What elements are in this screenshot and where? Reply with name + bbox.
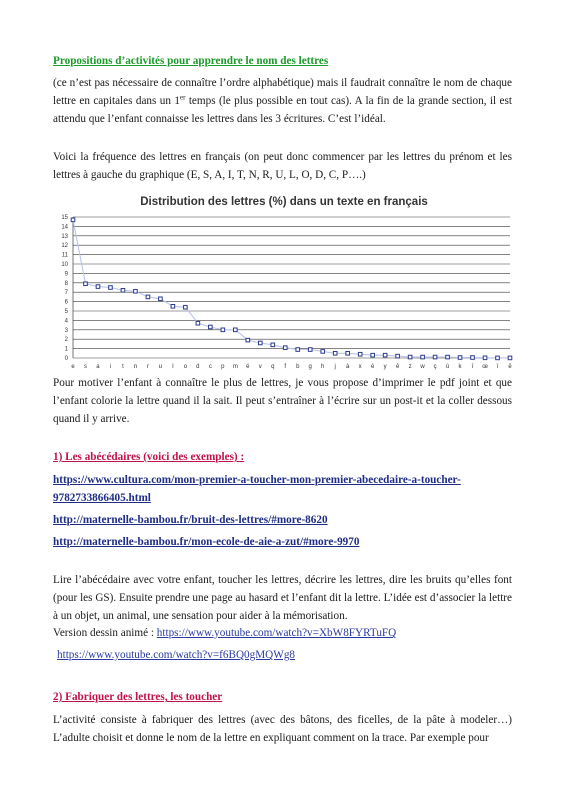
y-tick-0: 0 xyxy=(64,356,68,362)
x-tick-è: è xyxy=(370,364,375,370)
y-tick-10: 10 xyxy=(61,262,68,268)
x-tick-u: u xyxy=(158,364,163,370)
point-ï xyxy=(496,356,500,360)
y-tick-15: 15 xyxy=(61,215,68,221)
x-tick-é: é xyxy=(246,364,250,370)
x-tick-i: i xyxy=(109,364,112,370)
video-line: Version dessin animé : https://www.youtube.com/watch?v=XbW8FYRTuFQ xyxy=(53,627,397,639)
bruit-des-lettres-link[interactable]: http://maternelle-bambou.fr/bruit-des-lettres/#more-8620 xyxy=(53,514,328,526)
point-u xyxy=(159,297,163,301)
point-s xyxy=(84,282,88,286)
x-tick-b: b xyxy=(296,364,300,370)
point-n xyxy=(134,289,138,293)
point-e xyxy=(71,218,75,222)
x-tick-x: x xyxy=(358,364,362,370)
y-tick-9: 9 xyxy=(64,271,68,278)
x-tick-c: c xyxy=(208,364,212,370)
cultura-link[interactable]: https://www.cultura.com/mon-premier-a-toucher-mon-premier-abecedaire-a-toucher-9782733866405.html xyxy=(53,474,461,504)
youtube-link-1[interactable]: https://www.youtube.com/watch?v=XbW8FYRTuFQ xyxy=(156,627,397,639)
point-é xyxy=(246,338,250,342)
motivate-paragraph: Pour motiver l’enfant à connaître le plus de lettres, je vous propose d’imprimer le pdf joint et que l’enfant colorie la lettre quand il la sait. Il peut s’entraîner à l’écrire sur un post-it et la coller dessous quand il y arrive. xyxy=(53,377,512,425)
section-2-title: 2) Fabriquer des lettres, les toucher xyxy=(53,691,223,703)
y-tick-7: 7 xyxy=(64,290,68,297)
x-tick-q: q xyxy=(271,364,275,370)
y-tick-6: 6 xyxy=(64,299,68,306)
x-tick-a: a xyxy=(96,364,100,370)
x-tick-d: d xyxy=(196,364,200,370)
x-tick-v: v xyxy=(258,364,262,370)
y-tick-11: 11 xyxy=(61,252,68,259)
point-à xyxy=(346,352,350,356)
point-d xyxy=(196,321,200,325)
section-2-paragraph: L’activité consiste à fabriquer des lettres (avec des bâtons, des ficelles, de la pâte à modeler…) L’adulte choisit et donne le nom de la lettre en expliquant comment on la trace. Par exemple pour xyxy=(53,714,512,744)
x-tick-ê: ê xyxy=(395,364,400,370)
x-tick-j: j xyxy=(334,364,336,370)
x-tick-ë: ë xyxy=(508,364,512,370)
point-ç xyxy=(433,355,437,359)
y-tick-2: 2 xyxy=(64,337,68,344)
x-tick-g: g xyxy=(308,364,312,370)
intro-paragraph: (ce n’est pas nécessaire de connaître l’ordre alphabétique) mais il faudrait connaître le nom de chaque lettre en capitales dans un 1er temps (le plus possible en tout cas). A la fin de la grande section, il est attendu que l’enfant connaisse les lettres dans les 3 écritures. C’est l’idéal. xyxy=(53,77,512,125)
point-w xyxy=(421,355,425,359)
point-i xyxy=(109,286,113,290)
x-tick-à: à xyxy=(346,364,350,370)
point-o xyxy=(184,305,188,309)
point-î xyxy=(471,356,475,360)
abecedaire-links xyxy=(53,471,512,551)
section-1-title: 1) Les abécédaires (voici des exemples) : xyxy=(53,451,245,463)
x-tick-œ: œ xyxy=(482,364,488,370)
point-y xyxy=(383,353,387,357)
point-b xyxy=(296,348,300,352)
point-ë xyxy=(508,356,512,360)
point-m xyxy=(234,328,238,332)
point-x xyxy=(358,352,362,356)
x-tick-t: t xyxy=(122,364,124,370)
x-tick-k: k xyxy=(458,364,462,370)
chart-y-axis xyxy=(61,215,68,362)
x-tick-w: w xyxy=(420,364,425,370)
ecole-aie-zut-link[interactable]: http://maternelle-bambou.fr/mon-ecole-de-aie-a-zut/#more-9970 xyxy=(53,536,360,548)
y-tick-14: 14 xyxy=(61,224,68,231)
x-tick-n: n xyxy=(133,364,138,370)
point-h xyxy=(321,350,325,354)
youtube-link-2[interactable]: https://www.youtube.com/watch?v=f6BQ0gMQWg8 xyxy=(57,649,296,661)
point-f xyxy=(283,346,287,350)
x-tick-ï: ï xyxy=(496,364,499,370)
point-p xyxy=(221,328,225,332)
frequency-series-line xyxy=(73,220,510,358)
chart-title: Distribution des lettres (%) dans un texte en français xyxy=(140,196,428,208)
y-tick-8: 8 xyxy=(64,280,68,287)
x-tick-p: p xyxy=(221,364,225,370)
x-tick-y: y xyxy=(383,364,387,370)
point-c xyxy=(209,325,213,329)
x-tick-l: l xyxy=(172,364,174,370)
x-tick-h: h xyxy=(321,364,325,370)
point-j xyxy=(333,352,337,356)
y-tick-5: 5 xyxy=(64,309,68,315)
y-tick-4: 4 xyxy=(64,318,68,325)
chart-markers xyxy=(71,218,512,360)
y-tick-1: 1 xyxy=(64,346,68,353)
abecedaire-paragraph: Lire l’abécédaire avec votre enfant, toucher les lettres, décrire les lettres, dire les bruits qu’elles font (pour les GS). Ensuite prendre une page au hasard et l’enfant dit la lettre. L’idée est d’associer la lettre à un objet, un animal, une sensation pour aider à la mémorisation. xyxy=(53,574,512,622)
letter-frequency-chart xyxy=(53,190,515,376)
x-tick-z: z xyxy=(408,364,412,370)
point-z xyxy=(408,355,412,359)
point-t xyxy=(121,289,125,293)
point-r xyxy=(146,295,150,299)
y-tick-12: 12 xyxy=(61,243,68,250)
x-tick-m: m xyxy=(232,364,238,370)
frequency-paragraph: Voici la fréquence des lettres en français (on peut donc commencer par les lettres du prénom et les lettres à gauche du graphique (E, S, A, I, T, N, R, U, L, O, D, C, P….) xyxy=(53,151,512,181)
point-g xyxy=(308,348,312,352)
x-tick-e: e xyxy=(71,364,75,370)
chart-grid xyxy=(73,217,510,358)
video-line-2 xyxy=(57,646,516,664)
point-è xyxy=(371,353,375,357)
point-l xyxy=(171,305,175,309)
x-tick-o: o xyxy=(183,364,188,370)
x-tick-f: f xyxy=(284,364,287,370)
point-ê xyxy=(396,354,400,358)
point-k xyxy=(458,356,462,360)
x-tick-ù: ù xyxy=(445,364,450,370)
y-tick-13: 13 xyxy=(61,233,68,240)
point-œ xyxy=(483,356,487,360)
y-tick-3: 3 xyxy=(64,327,68,334)
x-tick-s: s xyxy=(83,364,87,370)
x-tick-r: r xyxy=(146,364,149,370)
point-q xyxy=(271,343,275,347)
chart-x-axis xyxy=(71,364,512,370)
point-a xyxy=(96,285,100,289)
point-v xyxy=(258,341,262,345)
page-heading: Propositions d’activités pour apprendre le nom des lettres xyxy=(53,55,329,67)
x-tick-ç: ç xyxy=(433,364,437,370)
x-tick-î: î xyxy=(471,364,474,370)
point-ù xyxy=(446,355,450,359)
